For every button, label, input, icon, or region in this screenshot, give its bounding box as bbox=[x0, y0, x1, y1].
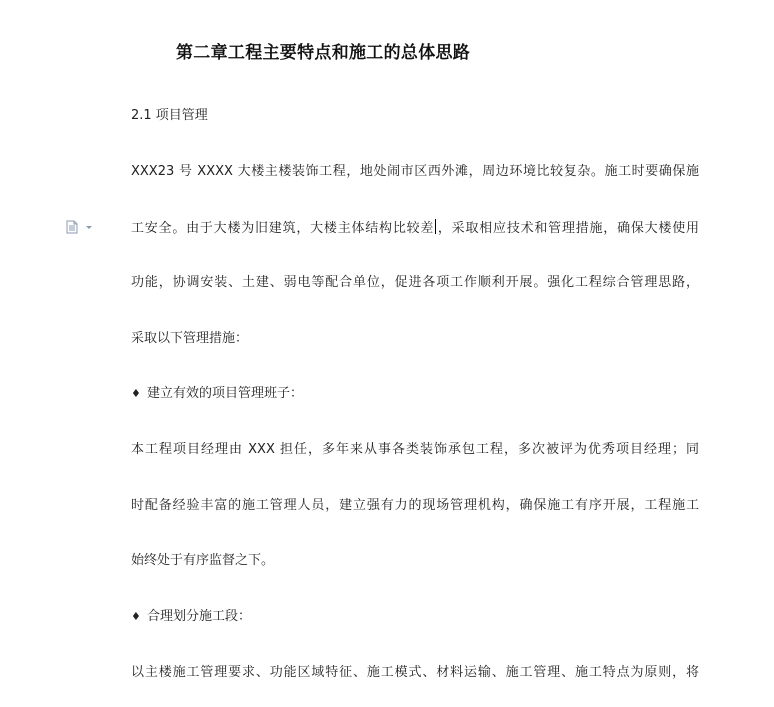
section-heading: 2.1 项目管理 bbox=[131, 108, 208, 123]
paragraph1-line1: XXX23 号 XXXX 大楼主楼装饰工程，地处闹市区西外滩，周边环境比较复杂。施工时要确保施 bbox=[131, 164, 699, 179]
paragraph3-line1: 以主楼施工管理要求、功能区域特征、施工模式、材料运输、施工管理、施工特点为原则，将 bbox=[131, 665, 699, 680]
bullet-item-1-text: 建立有效的项目管理班子： bbox=[147, 386, 304, 401]
paragraph1-line4: 采取以下管理措施： bbox=[131, 331, 249, 346]
chapter-title: 第二章工程主要特点和施工的总体思路 bbox=[176, 43, 471, 63]
paragraph2-line1: 本工程项目经理由 XXX 担任，多年来从事各类装饰承包工程，多次被评为优秀项目经理；同 bbox=[131, 442, 699, 457]
paragraph1-line2-after-cursor: ，采取相应技术和管理措施，确保大楼使用 bbox=[437, 221, 699, 236]
paragraph2-line3: 始终处于有序监督之下。 bbox=[131, 553, 275, 568]
chevron-down-icon bbox=[86, 226, 92, 229]
bullet-item-2-text: 合理划分施工段： bbox=[147, 609, 252, 624]
document-paragraph-icon[interactable] bbox=[66, 220, 94, 234]
paragraph1-line3: 功能，协调安装、土建、弱电等配合单位，促进各项工作顺利开展。强化工程综合管理思路， bbox=[131, 275, 699, 290]
bullet-item-1 bbox=[131, 385, 303, 403]
paragraph1-line2[interactable] bbox=[131, 219, 699, 238]
diamond-bullet-icon: ♦ bbox=[131, 387, 141, 400]
diamond-bullet-icon: ♦ bbox=[131, 610, 141, 623]
paragraph-menu[interactable] bbox=[66, 219, 94, 233]
paragraph1-line2-before-cursor: 工安全。由于大楼为旧建筑，大楼主体结构比较差 bbox=[131, 221, 435, 236]
bullet-item-2 bbox=[131, 608, 251, 626]
text-cursor bbox=[435, 219, 436, 234]
paragraph2-line2: 时配备经验丰富的施工管理人员，建立强有力的现场管理机构，确保施工有序开展，工程施工 bbox=[131, 498, 699, 513]
